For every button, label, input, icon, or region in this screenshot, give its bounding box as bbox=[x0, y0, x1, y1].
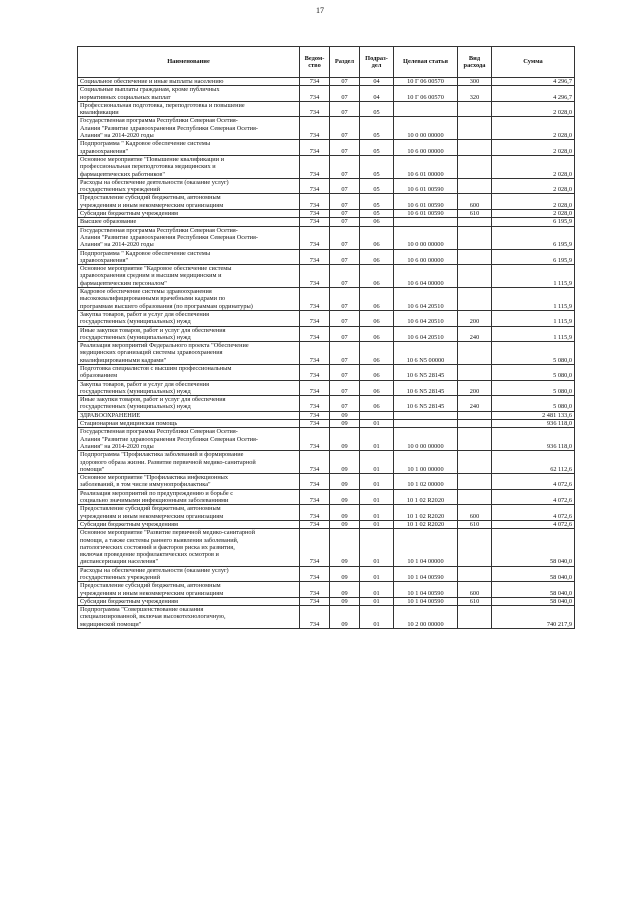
cell-target: 10 6 04 20510 bbox=[394, 288, 458, 311]
table-row bbox=[78, 451, 575, 474]
cell-vedomstvo: 734 bbox=[300, 78, 330, 86]
cell-razdel: 09 bbox=[330, 582, 360, 598]
cell-sum: 2 028,0 bbox=[492, 155, 575, 178]
cell-sum: 2 028,0 bbox=[492, 194, 575, 210]
cell-razdel: 09 bbox=[330, 451, 360, 474]
cell-podrazdel: 05 bbox=[360, 101, 394, 117]
table-row bbox=[78, 520, 575, 528]
cell-name: Расходы на обеспечение деятельности (оказание услуг) государственных учреждений bbox=[78, 178, 300, 194]
cell-vid: 300 bbox=[458, 78, 492, 86]
cell-target: 10 1 04 00590 bbox=[394, 597, 458, 605]
cell-vid bbox=[458, 117, 492, 140]
cell-vid bbox=[458, 364, 492, 380]
cell-vedomstvo: 734 bbox=[300, 428, 330, 451]
cell-podrazdel: 06 bbox=[360, 396, 394, 412]
table-row bbox=[78, 474, 575, 490]
cell-vedomstvo: 734 bbox=[300, 249, 330, 265]
cell-razdel: 07 bbox=[330, 140, 360, 156]
cell-vid: 320 bbox=[458, 86, 492, 102]
table-row bbox=[78, 86, 575, 102]
cell-vedomstvo: 734 bbox=[300, 451, 330, 474]
table-row bbox=[78, 489, 575, 505]
cell-target: 10 6 01 00590 bbox=[394, 210, 458, 218]
cell-razdel: 07 bbox=[330, 178, 360, 194]
cell-sum: 4 296,7 bbox=[492, 86, 575, 102]
cell-razdel: 09 bbox=[330, 597, 360, 605]
cell-vid bbox=[458, 288, 492, 311]
cell-podrazdel: 01 bbox=[360, 428, 394, 451]
header-razdel: Раздел bbox=[330, 47, 360, 78]
cell-name: Закупка товаров, работ и услуг для обеспечения государственных (муниципальных) нужд bbox=[78, 380, 300, 396]
cell-name: Подпрограмма "Совершенствование оказания специализированной, включая высокотехнологичную, медицинской помощи" bbox=[78, 606, 300, 629]
cell-podrazdel: 01 bbox=[360, 451, 394, 474]
cell-name: Иные закупки товаров, работ и услуг для обеспечения государственных (муниципальных) нужд bbox=[78, 326, 300, 342]
table-row bbox=[78, 249, 575, 265]
table-row bbox=[78, 226, 575, 249]
cell-vedomstvo: 734 bbox=[300, 489, 330, 505]
cell-target: 10 1 04 00000 bbox=[394, 529, 458, 566]
table-row bbox=[78, 411, 575, 419]
cell-podrazdel: 06 bbox=[360, 265, 394, 288]
table-row bbox=[78, 288, 575, 311]
cell-sum: 4 072,6 bbox=[492, 520, 575, 528]
cell-podrazdel: 06 bbox=[360, 364, 394, 380]
cell-vid: 240 bbox=[458, 396, 492, 412]
cell-razdel: 07 bbox=[330, 310, 360, 326]
cell-name: Расходы на обеспечение деятельности (оказание услуг) государственных учреждений bbox=[78, 566, 300, 582]
cell-sum: 2 028,0 bbox=[492, 101, 575, 117]
cell-podrazdel: 06 bbox=[360, 326, 394, 342]
cell-podrazdel: 01 bbox=[360, 520, 394, 528]
cell-vedomstvo: 734 bbox=[300, 86, 330, 102]
table-row bbox=[78, 218, 575, 226]
cell-vedomstvo: 734 bbox=[300, 178, 330, 194]
cell-razdel: 09 bbox=[330, 520, 360, 528]
cell-vid bbox=[458, 218, 492, 226]
cell-podrazdel: 01 bbox=[360, 489, 394, 505]
cell-vid: 600 bbox=[458, 505, 492, 521]
cell-target: 10 0 00 00000 bbox=[394, 428, 458, 451]
cell-name: Основное мероприятие "Профилактика инфекционных заболеваний, в том числе иммунопрофилактика" bbox=[78, 474, 300, 490]
cell-sum: 6 195,9 bbox=[492, 249, 575, 265]
cell-vid bbox=[458, 140, 492, 156]
cell-vedomstvo: 734 bbox=[300, 140, 330, 156]
cell-razdel: 07 bbox=[330, 117, 360, 140]
cell-name: Государственная программа Республики Северная Осетия- Алания "Развитие здравоохранения Республики Северная Осетия- Алания" на 2014-2020 годы bbox=[78, 226, 300, 249]
cell-podrazdel: 01 bbox=[360, 529, 394, 566]
cell-vid: 600 bbox=[458, 194, 492, 210]
cell-vedomstvo: 734 bbox=[300, 218, 330, 226]
cell-name: Социальные выплаты гражданам, кроме публичных нормативных социальных выплат bbox=[78, 86, 300, 102]
cell-razdel: 09 bbox=[330, 474, 360, 490]
cell-razdel: 09 bbox=[330, 489, 360, 505]
cell-name: Основное мероприятие "Развитие первичной медико-санитарной помощи, а также системы раннего выявления заболеваний, патологических состояний и факторов риска их развития, включая проведение профилактических осмотров и диспансеризации населения" bbox=[78, 529, 300, 566]
cell-razdel: 07 bbox=[330, 218, 360, 226]
cell-target: 10 1 04 00590 bbox=[394, 582, 458, 598]
cell-name: Предоставление субсидий бюджетным, автономным учреждениям и иным некоммерческим организациям bbox=[78, 582, 300, 598]
cell-sum: 740 217,9 bbox=[492, 606, 575, 629]
table-body bbox=[78, 78, 575, 629]
cell-vedomstvo: 734 bbox=[300, 101, 330, 117]
cell-sum: 936 118,0 bbox=[492, 420, 575, 428]
cell-vedomstvo: 734 bbox=[300, 342, 330, 365]
cell-vid: 610 bbox=[458, 520, 492, 528]
cell-razdel: 07 bbox=[330, 226, 360, 249]
cell-sum: 4 072,6 bbox=[492, 489, 575, 505]
cell-razdel: 07 bbox=[330, 86, 360, 102]
cell-target: 10 1 02 R2020 bbox=[394, 505, 458, 521]
cell-target: 10 6 04 20510 bbox=[394, 326, 458, 342]
cell-vid bbox=[458, 489, 492, 505]
cell-vid bbox=[458, 178, 492, 194]
cell-razdel: 07 bbox=[330, 78, 360, 86]
cell-vedomstvo: 734 bbox=[300, 582, 330, 598]
page-number: 17 bbox=[316, 6, 324, 15]
cell-podrazdel bbox=[360, 411, 394, 419]
cell-vid: 200 bbox=[458, 380, 492, 396]
cell-razdel: 09 bbox=[330, 420, 360, 428]
header-name: Наименование bbox=[78, 47, 300, 78]
cell-target: 10 6 00 00000 bbox=[394, 140, 458, 156]
cell-sum: 1 115,9 bbox=[492, 326, 575, 342]
cell-podrazdel: 01 bbox=[360, 597, 394, 605]
cell-podrazdel: 05 bbox=[360, 178, 394, 194]
cell-sum: 6 195,9 bbox=[492, 226, 575, 249]
cell-vid bbox=[458, 451, 492, 474]
cell-target: 10 6 N5 28145 bbox=[394, 396, 458, 412]
cell-sum: 58 040,0 bbox=[492, 566, 575, 582]
cell-name: Государственная программа Республики Северная Осетия- Алания "Развитие здравоохранения Республики Северная Осетия- Алания" на 2014-2020 годы bbox=[78, 117, 300, 140]
cell-sum: 58 040,0 bbox=[492, 582, 575, 598]
cell-target: 10 1 02 00000 bbox=[394, 474, 458, 490]
cell-vedomstvo: 734 bbox=[300, 380, 330, 396]
cell-razdel: 09 bbox=[330, 411, 360, 419]
cell-vedomstvo: 734 bbox=[300, 117, 330, 140]
table-row bbox=[78, 194, 575, 210]
table-row bbox=[78, 101, 575, 117]
cell-name: Подпрограмма " Кадровое обеспечение системы здравоохранения" bbox=[78, 249, 300, 265]
cell-vid bbox=[458, 226, 492, 249]
table-row bbox=[78, 420, 575, 428]
cell-sum: 62 112,6 bbox=[492, 451, 575, 474]
cell-vedomstvo: 734 bbox=[300, 226, 330, 249]
cell-podrazdel: 05 bbox=[360, 140, 394, 156]
table-row bbox=[78, 606, 575, 629]
cell-podrazdel: 06 bbox=[360, 218, 394, 226]
cell-target: 10 1 04 00590 bbox=[394, 566, 458, 582]
cell-sum: 5 080,0 bbox=[492, 364, 575, 380]
cell-target: 10 6 00 00000 bbox=[394, 249, 458, 265]
cell-razdel: 07 bbox=[330, 194, 360, 210]
cell-sum: 5 080,0 bbox=[492, 342, 575, 365]
cell-razdel: 09 bbox=[330, 428, 360, 451]
cell-podrazdel: 01 bbox=[360, 420, 394, 428]
header-podrazdel: Подраз- дел bbox=[360, 47, 394, 78]
cell-podrazdel: 01 bbox=[360, 505, 394, 521]
cell-target: 10 6 N5 28145 bbox=[394, 380, 458, 396]
cell-name: ЗДРАВООХРАНЕНИЕ bbox=[78, 411, 300, 419]
cell-target: 10 6 01 00590 bbox=[394, 178, 458, 194]
cell-razdel: 07 bbox=[330, 380, 360, 396]
cell-vedomstvo: 734 bbox=[300, 520, 330, 528]
cell-target: 10 1 00 00000 bbox=[394, 451, 458, 474]
cell-razdel: 07 bbox=[330, 326, 360, 342]
cell-podrazdel: 06 bbox=[360, 380, 394, 396]
cell-name: Подготовка специалистов с высшим профессиональным образованием bbox=[78, 364, 300, 380]
cell-podrazdel: 06 bbox=[360, 249, 394, 265]
cell-name: Высшее образование bbox=[78, 218, 300, 226]
table-row bbox=[78, 265, 575, 288]
cell-razdel: 07 bbox=[330, 364, 360, 380]
cell-target bbox=[394, 411, 458, 419]
cell-target: 10 Г 06 00570 bbox=[394, 78, 458, 86]
cell-target: 10 6 04 20510 bbox=[394, 310, 458, 326]
cell-sum: 1 115,9 bbox=[492, 288, 575, 311]
cell-sum: 2 481 133,6 bbox=[492, 411, 575, 419]
cell-razdel: 07 bbox=[330, 396, 360, 412]
cell-sum: 2 028,0 bbox=[492, 140, 575, 156]
table-row bbox=[78, 178, 575, 194]
cell-podrazdel: 06 bbox=[360, 310, 394, 326]
cell-podrazdel: 01 bbox=[360, 606, 394, 629]
cell-podrazdel: 01 bbox=[360, 566, 394, 582]
cell-name: Социальное обеспечение и иные выплаты населению bbox=[78, 78, 300, 86]
cell-podrazdel: 05 bbox=[360, 155, 394, 178]
cell-vedomstvo: 734 bbox=[300, 364, 330, 380]
table-row bbox=[78, 428, 575, 451]
cell-target: 10 1 02 R2020 bbox=[394, 489, 458, 505]
cell-name: Предоставление субсидий бюджетным, автономным учреждениям и иным некоммерческим организациям bbox=[78, 194, 300, 210]
cell-sum: 5 080,0 bbox=[492, 396, 575, 412]
table-row bbox=[78, 326, 575, 342]
cell-target bbox=[394, 218, 458, 226]
cell-sum: 5 080,0 bbox=[492, 380, 575, 396]
cell-vedomstvo: 734 bbox=[300, 396, 330, 412]
cell-vedomstvo: 734 bbox=[300, 529, 330, 566]
cell-razdel: 07 bbox=[330, 249, 360, 265]
table-row bbox=[78, 364, 575, 380]
table-row bbox=[78, 342, 575, 365]
cell-razdel: 07 bbox=[330, 101, 360, 117]
cell-vid bbox=[458, 101, 492, 117]
cell-vedomstvo: 734 bbox=[300, 566, 330, 582]
cell-target: 10 0 00 00000 bbox=[394, 117, 458, 140]
header-vid: Вид расхода bbox=[458, 47, 492, 78]
header-target: Целевая статья bbox=[394, 47, 458, 78]
cell-vedomstvo: 734 bbox=[300, 194, 330, 210]
cell-vid: 600 bbox=[458, 582, 492, 598]
cell-razdel: 07 bbox=[330, 265, 360, 288]
cell-target: 10 6 01 00000 bbox=[394, 155, 458, 178]
table-row bbox=[78, 529, 575, 566]
cell-vedomstvo: 734 bbox=[300, 606, 330, 629]
cell-podrazdel: 01 bbox=[360, 474, 394, 490]
cell-vid bbox=[458, 411, 492, 419]
cell-podrazdel: 05 bbox=[360, 117, 394, 140]
cell-vedomstvo: 734 bbox=[300, 288, 330, 311]
cell-vid: 610 bbox=[458, 210, 492, 218]
cell-vid bbox=[458, 474, 492, 490]
cell-target bbox=[394, 101, 458, 117]
cell-sum: 2 028,0 bbox=[492, 117, 575, 140]
cell-razdel: 07 bbox=[330, 288, 360, 311]
budget-table bbox=[77, 46, 575, 629]
cell-vedomstvo: 734 bbox=[300, 474, 330, 490]
cell-name: Профессиональная подготовка, переподготовка и повышение квалификации bbox=[78, 101, 300, 117]
cell-name: Предоставление субсидий бюджетным, автономным учреждениям и иным некоммерческим организациям bbox=[78, 505, 300, 521]
cell-name: Реализация мероприятий Федерального проекта "Обеспечение медицинских организаций системы здравоохранения квалифицированными кадрами" bbox=[78, 342, 300, 365]
cell-sum: 4 072,6 bbox=[492, 505, 575, 521]
cell-sum: 2 028,0 bbox=[492, 178, 575, 194]
cell-vedomstvo: 734 bbox=[300, 310, 330, 326]
table-header-row bbox=[78, 47, 575, 78]
cell-vedomstvo: 734 bbox=[300, 265, 330, 288]
cell-name: Субсидии бюджетным учреждениям bbox=[78, 520, 300, 528]
cell-sum: 58 040,0 bbox=[492, 529, 575, 566]
cell-target: 10 6 04 00000 bbox=[394, 265, 458, 288]
cell-vid bbox=[458, 529, 492, 566]
cell-razdel: 09 bbox=[330, 566, 360, 582]
cell-name: Основное мероприятие "Повышение квалификации и профессиональная переподготовка медицинских и фармацевтических работников" bbox=[78, 155, 300, 178]
header-vedomstvo: Ведом- ство bbox=[300, 47, 330, 78]
cell-vedomstvo: 734 bbox=[300, 210, 330, 218]
cell-sum: 4 072,6 bbox=[492, 474, 575, 490]
cell-name: Кадровое обеспечение системы здравоохранения высококвалифицированными врачебными кадрами по программам высшего образования (по программам ординатуры) bbox=[78, 288, 300, 311]
cell-vedomstvo: 734 bbox=[300, 505, 330, 521]
cell-razdel: 09 bbox=[330, 505, 360, 521]
cell-podrazdel: 06 bbox=[360, 226, 394, 249]
table-row bbox=[78, 380, 575, 396]
cell-name: Субсидии бюджетным учреждениям bbox=[78, 210, 300, 218]
cell-name: Субсидии бюджетным учреждениям bbox=[78, 597, 300, 605]
cell-target: 10 Г 06 00570 bbox=[394, 86, 458, 102]
cell-podrazdel: 05 bbox=[360, 194, 394, 210]
table-row bbox=[78, 155, 575, 178]
cell-razdel: 07 bbox=[330, 155, 360, 178]
header-sum: Сумма bbox=[492, 47, 575, 78]
cell-vid bbox=[458, 155, 492, 178]
cell-sum: 936 118,0 bbox=[492, 428, 575, 451]
cell-name: Подпрограмма " Кадровое обеспечение системы здравоохранения" bbox=[78, 140, 300, 156]
table-row bbox=[78, 78, 575, 86]
table-row bbox=[78, 582, 575, 598]
cell-razdel: 07 bbox=[330, 210, 360, 218]
cell-vedomstvo: 734 bbox=[300, 326, 330, 342]
cell-target: 10 6 N5 00000 bbox=[394, 342, 458, 365]
cell-sum: 6 195,9 bbox=[492, 218, 575, 226]
cell-target: 10 1 02 R2020 bbox=[394, 520, 458, 528]
cell-vedomstvo: 734 bbox=[300, 597, 330, 605]
cell-target bbox=[394, 420, 458, 428]
cell-sum: 58 040,0 bbox=[492, 597, 575, 605]
cell-name: Стационарная медицинская помощь bbox=[78, 420, 300, 428]
table-row bbox=[78, 597, 575, 605]
cell-vedomstvo: 734 bbox=[300, 420, 330, 428]
cell-vid bbox=[458, 420, 492, 428]
cell-vid bbox=[458, 428, 492, 451]
table-row bbox=[78, 566, 575, 582]
cell-name: Закупка товаров, работ и услуг для обеспечения государственных (муниципальных) нужд bbox=[78, 310, 300, 326]
cell-sum: 4 296,7 bbox=[492, 78, 575, 86]
cell-vid: 200 bbox=[458, 310, 492, 326]
cell-podrazdel: 06 bbox=[360, 288, 394, 311]
cell-vid bbox=[458, 606, 492, 629]
cell-podrazdel: 04 bbox=[360, 78, 394, 86]
cell-sum: 2 028,0 bbox=[492, 210, 575, 218]
cell-name: Подпрограмма "Профилактика заболеваний и формирование здорового образа жизни. Развитие первичной медико-санитарной помощи" bbox=[78, 451, 300, 474]
cell-vid: 610 bbox=[458, 597, 492, 605]
cell-vedomstvo: 734 bbox=[300, 411, 330, 419]
cell-target: 10 0 00 00000 bbox=[394, 226, 458, 249]
cell-podrazdel: 05 bbox=[360, 210, 394, 218]
cell-sum: 1 115,9 bbox=[492, 310, 575, 326]
cell-sum: 1 115,9 bbox=[492, 265, 575, 288]
cell-vid bbox=[458, 249, 492, 265]
cell-razdel: 07 bbox=[330, 342, 360, 365]
cell-name: Государственная программа Республики Северная Осетия- Алания "Развитие здравоохранения Республики Северная Осетия- Алания" на 2014-2020 годы bbox=[78, 428, 300, 451]
cell-target: 10 6 01 00590 bbox=[394, 194, 458, 210]
cell-razdel: 09 bbox=[330, 529, 360, 566]
cell-target: 10 2 00 00000 bbox=[394, 606, 458, 629]
cell-podrazdel: 01 bbox=[360, 582, 394, 598]
cell-name: Иные закупки товаров, работ и услуг для обеспечения государственных (муниципальных) нужд bbox=[78, 396, 300, 412]
table-row bbox=[78, 140, 575, 156]
cell-razdel: 09 bbox=[330, 606, 360, 629]
table-row bbox=[78, 117, 575, 140]
table-row bbox=[78, 210, 575, 218]
table-row bbox=[78, 310, 575, 326]
table-row bbox=[78, 505, 575, 521]
cell-podrazdel: 06 bbox=[360, 342, 394, 365]
cell-vid bbox=[458, 342, 492, 365]
cell-vid bbox=[458, 265, 492, 288]
cell-name: Основное мероприятие "Кадровое обеспечение системы здравоохранения средним и высшим медицинским и фармацевтическим персоналом" bbox=[78, 265, 300, 288]
cell-vedomstvo: 734 bbox=[300, 155, 330, 178]
cell-name: Реализация мероприятий по предупреждению и борьбе с социально значимыми инфекционными заболеваниями bbox=[78, 489, 300, 505]
cell-vid bbox=[458, 566, 492, 582]
table-row bbox=[78, 396, 575, 412]
cell-podrazdel: 04 bbox=[360, 86, 394, 102]
cell-vid: 240 bbox=[458, 326, 492, 342]
cell-target: 10 6 N5 28145 bbox=[394, 364, 458, 380]
